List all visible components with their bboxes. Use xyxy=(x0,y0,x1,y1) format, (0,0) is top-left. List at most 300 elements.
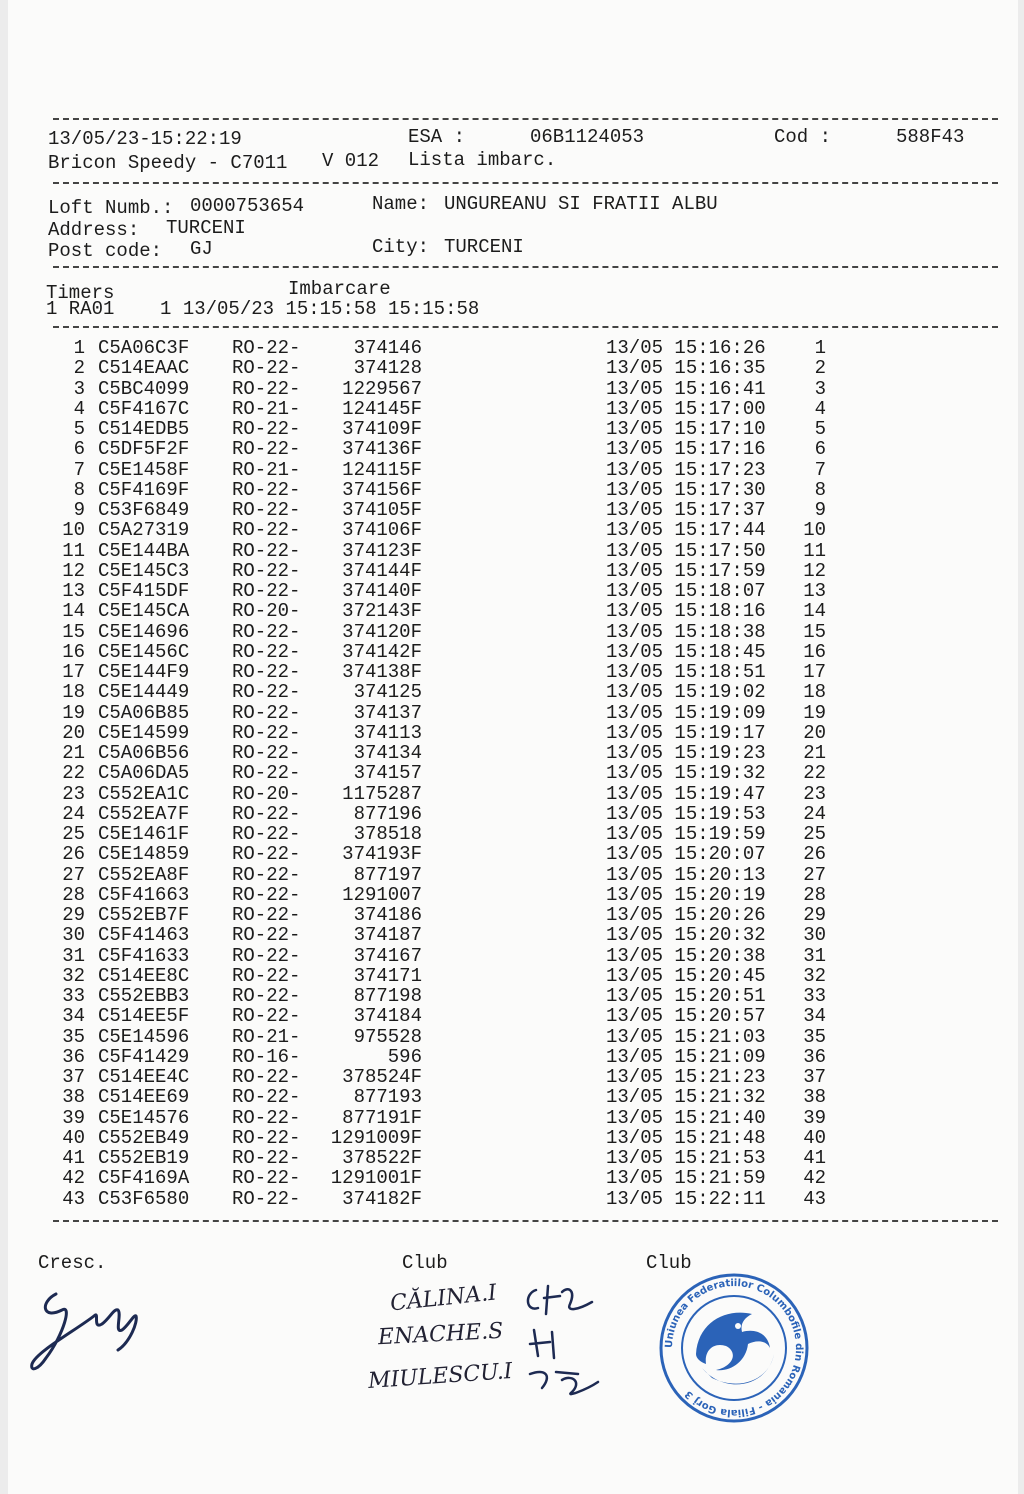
ring-number: 374105F xyxy=(342,499,422,521)
row-index: 40 xyxy=(62,1126,85,1149)
chip-id: C5E145C3 xyxy=(98,559,190,582)
arrival-datetime: 13/05 15:19:59 xyxy=(606,823,766,845)
city-label: City: xyxy=(372,236,430,258)
table-row xyxy=(8,661,1018,681)
row-index: 12 xyxy=(62,559,85,582)
club-stamp xyxy=(656,1270,812,1426)
city-value: TURCENI xyxy=(444,236,524,258)
divider-header xyxy=(53,182,998,184)
table-row xyxy=(8,540,1018,560)
row-rank: 10 xyxy=(803,519,826,542)
ring-prefix: RO-22- xyxy=(232,843,301,866)
arrival-datetime: 13/05 15:17:37 xyxy=(606,499,766,521)
table-row xyxy=(8,479,1018,499)
arrival-datetime: 13/05 15:22:11 xyxy=(606,1187,766,1210)
chip-id: C5F415DF xyxy=(98,580,190,602)
divider-timers xyxy=(53,326,998,328)
arrival-datetime: 13/05 15:17:50 xyxy=(606,539,766,562)
ring-prefix: RO-22- xyxy=(232,1106,301,1129)
row-rank: 3 xyxy=(814,377,826,400)
postcode-label: Post code: xyxy=(48,240,163,262)
row-index: 42 xyxy=(62,1167,85,1190)
table-row xyxy=(8,418,1018,438)
ring-number: 374120F xyxy=(342,620,422,643)
ring-number: 374128 xyxy=(353,357,422,380)
row-index: 9 xyxy=(73,499,85,521)
stamp-text: Uniunea Federatiilor Columbofile din Romania - Filiala Gorj 3 xyxy=(663,1277,805,1419)
row-index: 41 xyxy=(62,1147,85,1169)
chip-id: C5BC4099 xyxy=(98,377,190,400)
row-index: 33 xyxy=(62,985,85,1007)
row-rank: 31 xyxy=(803,944,826,967)
table-row xyxy=(8,1127,1018,1147)
arrival-datetime: 13/05 15:19:32 xyxy=(606,762,766,785)
row-rank: 6 xyxy=(814,438,826,461)
row-index: 1 xyxy=(73,337,85,359)
loft-label: Loft Numb.: xyxy=(48,197,174,219)
row-rank: 1 xyxy=(814,337,826,359)
ring-prefix: RO-16- xyxy=(232,1045,301,1068)
ring-number: 374134 xyxy=(353,742,422,764)
ring-prefix: RO-22- xyxy=(232,539,301,562)
arrival-datetime: 13/05 15:17:44 xyxy=(606,519,766,542)
ring-number: 374187 xyxy=(353,924,422,947)
ring-number: 1291007 xyxy=(342,883,422,906)
ring-number: 975528 xyxy=(353,1025,422,1048)
table-row xyxy=(8,823,1018,843)
ring-prefix: RO-22- xyxy=(232,985,301,1007)
ring-prefix: RO-22- xyxy=(232,742,301,764)
row-index: 23 xyxy=(62,782,85,805)
ring-number: 877197 xyxy=(353,863,422,886)
ring-prefix: RO-22- xyxy=(232,701,301,724)
row-rank: 25 xyxy=(803,823,826,845)
row-index: 26 xyxy=(62,843,85,866)
ring-prefix: RO-22- xyxy=(232,1005,301,1028)
table-row xyxy=(8,398,1018,418)
row-index: 28 xyxy=(62,883,85,906)
paper-sheet xyxy=(8,0,1018,1494)
row-index: 5 xyxy=(73,418,85,440)
ring-number: 877198 xyxy=(353,985,422,1007)
chip-id: C5F4169F xyxy=(98,478,190,501)
row-index: 19 xyxy=(62,701,85,724)
table-row xyxy=(8,904,1018,924)
ring-prefix: RO-22- xyxy=(232,357,301,380)
ring-prefix: RO-22- xyxy=(232,438,301,461)
row-rank: 24 xyxy=(803,802,826,825)
row-rank: 34 xyxy=(803,1005,826,1028)
table-row xyxy=(8,600,1018,623)
row-index: 2 xyxy=(73,357,85,380)
table-row xyxy=(8,621,1018,641)
name-label: Name: xyxy=(372,193,430,215)
table-row xyxy=(8,560,1018,580)
row-rank: 23 xyxy=(803,782,826,805)
row-rank: 19 xyxy=(803,701,826,724)
chip-id: C5E14596 xyxy=(98,1025,190,1048)
ring-number: 378524F xyxy=(342,1066,422,1088)
chip-id: C552EA1C xyxy=(98,782,190,805)
ring-number: 374184 xyxy=(353,1005,422,1028)
chip-id: C5F41633 xyxy=(98,944,190,967)
chip-id: C514EDB5 xyxy=(98,418,190,440)
chip-id: C552EB19 xyxy=(98,1147,190,1169)
arrival-datetime: 13/05 15:20:45 xyxy=(606,964,766,987)
table-row xyxy=(8,438,1018,461)
row-index: 22 xyxy=(62,762,85,785)
row-index: 30 xyxy=(62,924,85,947)
ring-number: 374113 xyxy=(353,721,422,744)
arrival-datetime: 13/05 15:17:16 xyxy=(606,438,766,461)
table-row xyxy=(8,783,1018,803)
club-signatory-3: MIULESCU.I xyxy=(367,1358,514,1395)
row-index: 10 xyxy=(62,519,85,542)
arrival-datetime: 13/05 15:21:23 xyxy=(606,1066,766,1088)
ring-number: 374138F xyxy=(342,661,422,683)
row-index: 35 xyxy=(62,1025,85,1048)
chip-id: C5A27319 xyxy=(98,519,190,542)
ring-number: 374167 xyxy=(353,944,422,967)
row-index: 36 xyxy=(62,1045,85,1068)
row-rank: 35 xyxy=(803,1025,826,1048)
arrival-datetime: 13/05 15:16:41 xyxy=(606,377,766,400)
table-row xyxy=(8,681,1018,704)
ring-number: 372143F xyxy=(342,600,422,623)
ring-prefix: RO-22- xyxy=(232,559,301,582)
table-row xyxy=(8,864,1018,884)
row-rank: 27 xyxy=(803,863,826,886)
ring-number: 374140F xyxy=(342,580,422,602)
ring-number: 124115F xyxy=(342,458,422,481)
table-row xyxy=(8,1086,1018,1109)
row-rank: 4 xyxy=(814,397,826,420)
ring-number: 374146 xyxy=(353,337,422,359)
row-index: 34 xyxy=(62,1005,85,1028)
chip-id: C5A06C3F xyxy=(98,337,190,359)
arrival-datetime: 13/05 15:17:59 xyxy=(606,559,766,582)
row-rank: 21 xyxy=(803,742,826,764)
chip-id: C514EE69 xyxy=(98,1086,190,1109)
row-rank: 13 xyxy=(803,580,826,602)
ring-prefix: RO-22- xyxy=(232,863,301,886)
chip-id: C5E14576 xyxy=(98,1106,190,1129)
arrival-datetime: 13/05 15:19:47 xyxy=(606,782,766,805)
ring-prefix: RO-22- xyxy=(232,1167,301,1190)
table-row xyxy=(8,1046,1018,1066)
ring-number: 877193 xyxy=(353,1086,422,1109)
divider-top xyxy=(53,118,998,120)
arrival-datetime: 13/05 15:21:53 xyxy=(606,1147,766,1169)
ring-prefix: RO-22- xyxy=(232,377,301,400)
row-index: 27 xyxy=(62,863,85,886)
row-rank: 33 xyxy=(803,985,826,1007)
row-index: 39 xyxy=(62,1106,85,1129)
row-rank: 42 xyxy=(803,1167,826,1190)
chip-id: C552EA7F xyxy=(98,802,190,825)
chip-id: C514EE5F xyxy=(98,1005,190,1028)
ring-number: 374157 xyxy=(353,762,422,785)
ring-prefix: RO-22- xyxy=(232,721,301,744)
ring-prefix: RO-22- xyxy=(232,1187,301,1210)
table-row xyxy=(8,702,1018,722)
arrival-datetime: 13/05 15:19:17 xyxy=(606,721,766,744)
chip-id: C53F6849 xyxy=(98,499,190,521)
address-label: Address: xyxy=(48,219,140,241)
row-rank: 9 xyxy=(814,499,826,521)
table-row xyxy=(8,499,1018,519)
arrival-datetime: 13/05 15:20:51 xyxy=(606,985,766,1007)
arrival-datetime: 13/05 15:21:48 xyxy=(606,1126,766,1149)
chip-id: C5E14696 xyxy=(98,620,190,643)
ring-number: 374156F xyxy=(342,478,422,501)
row-index: 20 xyxy=(62,721,85,744)
club-label-2: Club xyxy=(646,1252,692,1274)
ring-number: 1175287 xyxy=(342,782,422,805)
row-index: 8 xyxy=(73,478,85,501)
row-rank: 28 xyxy=(803,883,826,906)
row-rank: 7 xyxy=(814,458,826,481)
ring-prefix: RO-22- xyxy=(232,620,301,643)
ring-number: 374109F xyxy=(342,418,422,440)
table-row xyxy=(8,1107,1018,1127)
chip-id: C5E14449 xyxy=(98,681,190,704)
arrival-datetime: 13/05 15:17:10 xyxy=(606,418,766,440)
row-index: 14 xyxy=(62,600,85,623)
esa-value: 06B1124053 xyxy=(530,126,645,148)
table-row xyxy=(8,580,1018,600)
ring-prefix: RO-22- xyxy=(232,883,301,906)
arrival-datetime: 13/05 15:19:09 xyxy=(606,701,766,724)
row-index: 18 xyxy=(62,681,85,704)
ring-prefix: RO-22- xyxy=(232,1147,301,1169)
arrival-datetime: 13/05 15:16:35 xyxy=(606,357,766,380)
arrival-datetime: 13/05 15:18:07 xyxy=(606,580,766,602)
arrival-datetime: 13/05 15:20:13 xyxy=(606,863,766,886)
row-index: 29 xyxy=(62,904,85,926)
table-row xyxy=(8,1026,1018,1046)
ring-prefix: RO-22- xyxy=(232,478,301,501)
ring-prefix: RO-21- xyxy=(232,1025,301,1048)
chip-id: C5F41429 xyxy=(98,1045,190,1068)
row-rank: 22 xyxy=(803,762,826,785)
row-rank: 14 xyxy=(803,600,826,623)
club-signatory-1: CĂLINA.I xyxy=(388,1280,498,1317)
ring-prefix: RO-22- xyxy=(232,640,301,663)
chip-id: C53F6580 xyxy=(98,1187,190,1210)
table-row xyxy=(8,945,1018,965)
timer-line: 1 RA01 1 13/05/23 15:15:58 15:15:58 xyxy=(46,298,480,320)
arrival-datetime: 13/05 15:19:23 xyxy=(606,742,766,764)
table-row xyxy=(8,884,1018,904)
ring-prefix: RO-22- xyxy=(232,337,301,359)
row-rank: 39 xyxy=(803,1106,826,1129)
ring-number: 378522F xyxy=(342,1147,422,1169)
ring-prefix: RO-22- xyxy=(232,823,301,845)
ring-number: 374136F xyxy=(342,438,422,461)
address-value: TURCENI xyxy=(166,217,246,239)
row-rank: 41 xyxy=(803,1147,826,1169)
ring-number: 374144F xyxy=(342,559,422,582)
club-signatory-2: ENACHE.S xyxy=(377,1318,504,1351)
row-rank: 17 xyxy=(803,661,826,683)
row-rank: 29 xyxy=(803,904,826,926)
arrival-datetime: 13/05 15:18:51 xyxy=(606,661,766,683)
breeder-signature xyxy=(18,1280,148,1380)
print-datetime: 13/05/23-15:22:19 xyxy=(48,128,242,150)
table-row xyxy=(8,641,1018,661)
row-index: 17 xyxy=(62,661,85,683)
row-rank: 18 xyxy=(803,681,826,704)
postcode-value: GJ xyxy=(190,238,213,260)
row-rank: 37 xyxy=(803,1066,826,1088)
device-name: Bricon Speedy - C7011 xyxy=(48,152,288,174)
table-row xyxy=(8,519,1018,542)
chip-id: C514EE4C xyxy=(98,1066,190,1088)
ring-prefix: RO-22- xyxy=(232,802,301,825)
arrival-datetime: 13/05 15:20:26 xyxy=(606,904,766,926)
chip-id: C514EAAC xyxy=(98,357,190,380)
timers-label: Timers xyxy=(46,282,115,304)
table-row xyxy=(8,803,1018,823)
loft-owner-name: UNGUREANU SI FRATII ALBU xyxy=(444,193,718,215)
chip-id: C5A06DA5 xyxy=(98,762,190,785)
row-index: 25 xyxy=(62,823,85,845)
row-rank: 26 xyxy=(803,843,826,866)
ring-prefix: RO-22- xyxy=(232,1086,301,1109)
ring-prefix: RO-22- xyxy=(232,1066,301,1088)
chip-id: C5F41463 xyxy=(98,924,190,947)
ring-prefix: RO-22- xyxy=(232,661,301,683)
ring-prefix: RO-21- xyxy=(232,397,301,420)
row-rank: 11 xyxy=(803,539,826,562)
arrival-datetime: 13/05 15:17:30 xyxy=(606,478,766,501)
row-rank: 20 xyxy=(803,721,826,744)
arrival-datetime: 13/05 15:18:38 xyxy=(606,620,766,643)
chip-id: C5E144BA xyxy=(98,539,190,562)
arrival-datetime: 13/05 15:21:59 xyxy=(606,1167,766,1190)
row-index: 13 xyxy=(62,580,85,602)
row-index: 7 xyxy=(73,458,85,481)
ring-number: 374182F xyxy=(342,1187,422,1210)
row-index: 32 xyxy=(62,964,85,987)
arrival-datetime: 13/05 15:20:57 xyxy=(606,1005,766,1028)
chip-id: C5F4169A xyxy=(98,1167,190,1190)
ring-number: 1229567 xyxy=(342,377,422,400)
chip-id: C5A06B56 xyxy=(98,742,190,764)
chip-id: C552EB49 xyxy=(98,1126,190,1149)
arrival-datetime: 13/05 15:21:09 xyxy=(606,1045,766,1068)
divider-loft xyxy=(53,266,998,268)
cresc-label: Cresc. xyxy=(38,1252,107,1274)
loft-number: 0000753654 xyxy=(190,195,305,217)
row-index: 24 xyxy=(62,802,85,825)
ring-number: 374123F xyxy=(342,539,422,562)
ring-number: 1291009F xyxy=(330,1126,422,1149)
row-index: 6 xyxy=(73,438,85,461)
ring-prefix: RO-22- xyxy=(232,499,301,521)
arrival-datetime: 13/05 15:21:03 xyxy=(606,1025,766,1048)
row-rank: 2 xyxy=(814,357,826,380)
ring-number: 1291001F xyxy=(330,1167,422,1190)
ring-prefix: RO-22- xyxy=(232,580,301,602)
row-rank: 38 xyxy=(803,1086,826,1109)
arrival-datetime: 13/05 15:19:53 xyxy=(606,802,766,825)
ring-prefix: RO-22- xyxy=(232,681,301,704)
table-row xyxy=(8,357,1018,380)
row-index: 15 xyxy=(62,620,85,643)
ring-number: 877196 xyxy=(353,802,422,825)
ring-number: 374142F xyxy=(342,640,422,663)
ring-prefix: RO-22- xyxy=(232,519,301,542)
row-rank: 30 xyxy=(803,924,826,947)
chip-id: C5E1456C xyxy=(98,640,190,663)
table-row xyxy=(8,1188,1018,1208)
table-row xyxy=(8,924,1018,947)
arrival-datetime: 13/05 15:21:32 xyxy=(606,1086,766,1109)
ring-prefix: RO-22- xyxy=(232,1126,301,1149)
row-rank: 36 xyxy=(803,1045,826,1068)
chip-id: C5E14859 xyxy=(98,843,190,866)
cod-value: 588F43 xyxy=(896,126,965,148)
table-row xyxy=(8,1005,1018,1028)
ring-prefix: RO-20- xyxy=(232,600,301,623)
arrival-datetime: 13/05 15:17:00 xyxy=(606,397,766,420)
row-index: 21 xyxy=(62,742,85,764)
ring-prefix: RO-20- xyxy=(232,782,301,805)
row-index: 11 xyxy=(62,539,85,562)
ring-prefix: RO-22- xyxy=(232,904,301,926)
chip-id: C5E1458F xyxy=(98,458,190,481)
ring-number: 374125 xyxy=(353,681,422,704)
divider-table-end xyxy=(53,1220,998,1222)
row-rank: 12 xyxy=(803,559,826,582)
arrival-datetime: 13/05 15:16:26 xyxy=(606,337,766,359)
row-index: 3 xyxy=(73,377,85,400)
table-row xyxy=(8,1147,1018,1167)
list-title: Lista imbarc. xyxy=(408,149,557,171)
row-rank: 32 xyxy=(803,964,826,987)
ring-number: 374106F xyxy=(342,519,422,542)
arrival-datetime: 13/05 15:19:02 xyxy=(606,681,766,704)
row-index: 37 xyxy=(62,1066,85,1088)
row-rank: 5 xyxy=(814,418,826,440)
ring-number: 374186 xyxy=(353,904,422,926)
chip-id: C552EB7F xyxy=(98,904,190,926)
table-row xyxy=(8,762,1018,785)
chip-id: C5E1461F xyxy=(98,823,190,845)
row-rank: 15 xyxy=(803,620,826,643)
chip-id: C5E145CA xyxy=(98,600,190,623)
arrival-datetime: 13/05 15:20:38 xyxy=(606,944,766,967)
chip-id: C552EBB3 xyxy=(98,985,190,1007)
club-label-1: Club xyxy=(402,1252,448,1274)
ring-prefix: RO-22- xyxy=(232,924,301,947)
table-row xyxy=(8,722,1018,742)
table-row xyxy=(8,985,1018,1005)
row-index: 4 xyxy=(73,397,85,420)
chip-id: C5E14599 xyxy=(98,721,190,744)
chip-id: C5F41663 xyxy=(98,883,190,906)
chip-id: C514EE8C xyxy=(98,964,190,987)
row-index: 31 xyxy=(62,944,85,967)
ring-number: 596 xyxy=(387,1045,422,1068)
ring-prefix: RO-22- xyxy=(232,418,301,440)
row-index: 16 xyxy=(62,640,85,663)
arrival-datetime: 13/05 15:20:32 xyxy=(606,924,766,947)
row-rank: 8 xyxy=(814,478,826,501)
table-row xyxy=(8,337,1018,357)
